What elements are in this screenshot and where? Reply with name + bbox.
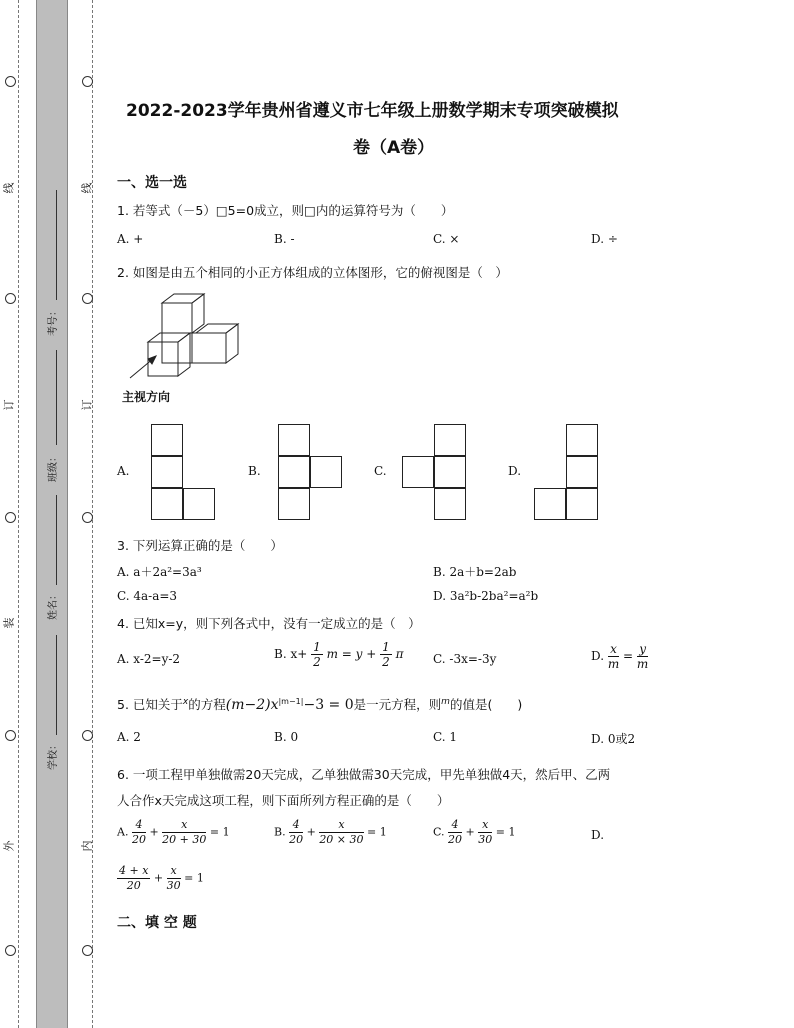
q5-option-a[interactable]: A. 2 bbox=[117, 730, 141, 744]
margin-char-ding: 订 bbox=[2, 399, 16, 411]
fraction bbox=[311, 640, 323, 669]
numerator: x bbox=[319, 818, 363, 833]
denominator: m bbox=[607, 657, 620, 671]
field-school-line[interactable] bbox=[56, 635, 57, 735]
fraction bbox=[448, 818, 462, 847]
margin-char-ding-inner: 订 bbox=[80, 399, 94, 411]
grid-cell bbox=[151, 456, 183, 488]
q6-c-label: C. bbox=[433, 825, 445, 839]
grid-cell bbox=[566, 424, 598, 456]
q1-option-c[interactable]: C. × bbox=[433, 232, 460, 246]
grid-cell bbox=[402, 456, 434, 488]
question-5-stem bbox=[117, 695, 522, 713]
margin-char-line-inner: 线 bbox=[80, 182, 94, 194]
grid-cell bbox=[183, 488, 215, 520]
denominator: 20 bbox=[131, 833, 146, 846]
outer-cut-line bbox=[18, 0, 19, 1028]
q5-stem-part: 的方程 bbox=[188, 697, 226, 712]
denominator: 20 bbox=[126, 879, 141, 892]
numerator: y bbox=[637, 642, 648, 657]
plus-sign: + bbox=[306, 825, 316, 839]
field-exam-number-label: 考号： bbox=[48, 306, 59, 336]
margin-char-wai: 外 bbox=[2, 840, 16, 852]
grid-cell bbox=[151, 488, 183, 520]
fraction bbox=[162, 818, 206, 847]
denominator: 20 + 30 bbox=[162, 833, 207, 846]
fraction bbox=[608, 642, 619, 671]
question-4-stem: 4. 已知x=y，则下列各式中，没有一定成立的是（ ） bbox=[117, 616, 421, 631]
denominator: 20 × 30 bbox=[319, 833, 364, 846]
field-school-label: 学校： bbox=[48, 740, 59, 770]
q6-b-rhs: = 1 bbox=[367, 825, 387, 839]
q5-option-d[interactable]: D. 0或2 bbox=[591, 732, 636, 746]
field-exam-number-line[interactable] bbox=[56, 190, 57, 300]
grid-cell bbox=[278, 456, 310, 488]
fraction bbox=[637, 642, 648, 671]
grid-cell bbox=[434, 488, 466, 520]
numerator: x bbox=[608, 642, 619, 657]
figure-view-direction-label: 主视方向 bbox=[122, 390, 171, 404]
q6-option-a[interactable] bbox=[117, 818, 230, 847]
q3-option-c[interactable]: C. 4a-a=3 bbox=[117, 589, 178, 603]
q6-b-label: B. bbox=[274, 825, 286, 839]
binding-margin-strip bbox=[36, 0, 68, 1028]
q6-a-label: A. bbox=[117, 825, 129, 839]
q3-option-b[interactable]: B. 2a＋b=2ab bbox=[433, 565, 517, 579]
binding-hole bbox=[5, 76, 16, 87]
q4-b-prefix: B. x+ bbox=[274, 647, 308, 661]
plus-sign: + bbox=[153, 871, 164, 885]
denominator: 2 bbox=[382, 655, 390, 669]
grid-cell bbox=[434, 456, 466, 488]
fraction bbox=[167, 864, 181, 893]
margin-char-nei: 内 bbox=[80, 840, 94, 852]
q4-option-d[interactable]: D. $\frac{x}{m}$ = $\frac{y}{m}$ bbox=[591, 642, 649, 671]
q4-b-mid: m = y + bbox=[326, 647, 377, 661]
q6-a-rhs: = 1 bbox=[209, 825, 230, 839]
binding-hole bbox=[82, 945, 93, 956]
fraction bbox=[380, 640, 392, 669]
q2-option-b-label[interactable]: B. bbox=[248, 464, 261, 478]
fraction bbox=[132, 818, 146, 847]
q5-equation: (m−2)x bbox=[225, 697, 279, 713]
q5-option-c[interactable]: C. 1 bbox=[433, 730, 458, 744]
q1-option-a[interactable]: A. + bbox=[117, 232, 144, 246]
q6-option-c[interactable] bbox=[433, 818, 515, 847]
q5-var-x: x bbox=[182, 696, 189, 707]
binding-hole bbox=[82, 730, 93, 741]
question-1-stem: 1. 若等式（－5）□5=0成立，则□内的运算符号为（ ） bbox=[117, 203, 454, 218]
fraction bbox=[117, 864, 150, 893]
plus-sign: + bbox=[149, 825, 159, 839]
denominator: m bbox=[636, 657, 649, 671]
fraction bbox=[478, 818, 492, 847]
q5-stem-part: 的值是( ) bbox=[449, 697, 523, 712]
q4-option-c[interactable]: C. -3x=-3y bbox=[433, 652, 497, 666]
binding-hole bbox=[5, 730, 16, 741]
fraction bbox=[319, 818, 363, 847]
q4-b-suffix: π bbox=[395, 647, 404, 661]
field-name-label: 姓名： bbox=[48, 590, 59, 620]
numerator: 4 bbox=[289, 818, 303, 833]
q1-option-b[interactable]: B. - bbox=[274, 232, 295, 246]
q3-option-a[interactable]: A. a＋2a²=3a³ bbox=[117, 565, 202, 579]
numerator: 4 bbox=[132, 818, 146, 833]
denominator: 30 bbox=[166, 879, 181, 892]
q5-option-b[interactable]: B. 0 bbox=[274, 730, 299, 744]
grid-cell bbox=[534, 488, 566, 520]
q6-c-rhs: = 1 bbox=[495, 825, 516, 839]
q3-option-d[interactable]: D. 3a²b-2ba²=a²b bbox=[433, 589, 539, 603]
numerator: 4 + x bbox=[119, 864, 149, 877]
q6-d-rhs: = 1 bbox=[184, 871, 204, 885]
fraction bbox=[289, 818, 303, 847]
section-heading-choice: 一、选一选 bbox=[117, 175, 187, 191]
q2-option-d-label[interactable]: D. bbox=[508, 464, 522, 478]
field-name-line[interactable] bbox=[56, 495, 57, 585]
page-title-line1: 2022-2023学年贵州省遵义市七年级上册数学期末专项突破模拟 bbox=[126, 101, 619, 121]
binding-hole bbox=[82, 76, 93, 87]
numerator: 1 bbox=[382, 640, 390, 654]
margin-char-zhuang: 装 bbox=[2, 617, 16, 629]
numerator: x bbox=[478, 818, 492, 833]
binding-hole bbox=[82, 512, 93, 523]
q6-option-b[interactable] bbox=[274, 818, 387, 847]
q6-option-d-expression[interactable] bbox=[117, 864, 204, 893]
margin-char-line: 线 bbox=[2, 182, 16, 194]
grid-cell bbox=[278, 424, 310, 456]
grid-cell bbox=[566, 488, 598, 520]
q4-option-a[interactable]: A. x-2=y-2 bbox=[117, 652, 181, 666]
grid-cell bbox=[151, 424, 183, 456]
grid-cell bbox=[434, 424, 466, 456]
binding-hole bbox=[5, 945, 16, 956]
binding-hole bbox=[5, 293, 16, 304]
q4-option-b[interactable] bbox=[274, 640, 403, 669]
q6-option-d-label[interactable]: D. bbox=[591, 828, 605, 842]
question-6-stem-line1: 6. 一项工程甲单独做需20天完成，乙单独做需30天完成，甲先单独做4天，然后甲、乙两 bbox=[117, 767, 611, 782]
grid-cell bbox=[310, 456, 342, 488]
q2-option-a-label[interactable]: A. bbox=[117, 464, 130, 478]
denominator: 2 bbox=[313, 655, 321, 669]
binding-hole bbox=[82, 293, 93, 304]
q5-stem-part: 是一元方程，则 bbox=[353, 697, 442, 712]
q5-equation-tail: −3 = 0 bbox=[303, 697, 354, 713]
numerator: 4 bbox=[448, 818, 462, 833]
binding-hole bbox=[5, 512, 16, 523]
numerator: x bbox=[162, 818, 206, 833]
page-title-line2: 卷（A卷） bbox=[353, 138, 435, 158]
grid-cell bbox=[566, 456, 598, 488]
numerator: 1 bbox=[313, 640, 321, 654]
question-2-stem: 2. 如图是由五个相同的小正方体组成的立体图形，它的俯视图是（ ） bbox=[117, 265, 508, 280]
question-6-stem-line2: 人合作x天完成这项工程，则下面所列方程正确的是（ ） bbox=[117, 793, 450, 808]
q4-d-label: D. bbox=[591, 649, 605, 663]
grid-cell bbox=[278, 488, 310, 520]
plus-sign: + bbox=[465, 825, 475, 839]
q5-stem-part: 5. 已知关于 bbox=[117, 697, 183, 712]
question-3-stem: 3. 下列运算正确的是（ ） bbox=[117, 538, 283, 553]
field-class-line[interactable] bbox=[56, 350, 57, 445]
q5-var-m: m bbox=[441, 696, 450, 707]
q1-option-d[interactable]: D. ÷ bbox=[591, 232, 618, 246]
denominator: 20 bbox=[448, 833, 463, 846]
denominator: 30 bbox=[478, 833, 493, 846]
numerator: x bbox=[167, 864, 181, 879]
cube-stack-figure bbox=[118, 290, 248, 390]
field-class-label: 班级： bbox=[48, 452, 59, 482]
q5-exponent: |m−1| bbox=[278, 696, 304, 706]
q2-option-c-label[interactable]: C. bbox=[374, 464, 387, 478]
section-heading-fill-blank: 二、填 空 题 bbox=[117, 915, 197, 931]
denominator: 20 bbox=[289, 833, 304, 846]
